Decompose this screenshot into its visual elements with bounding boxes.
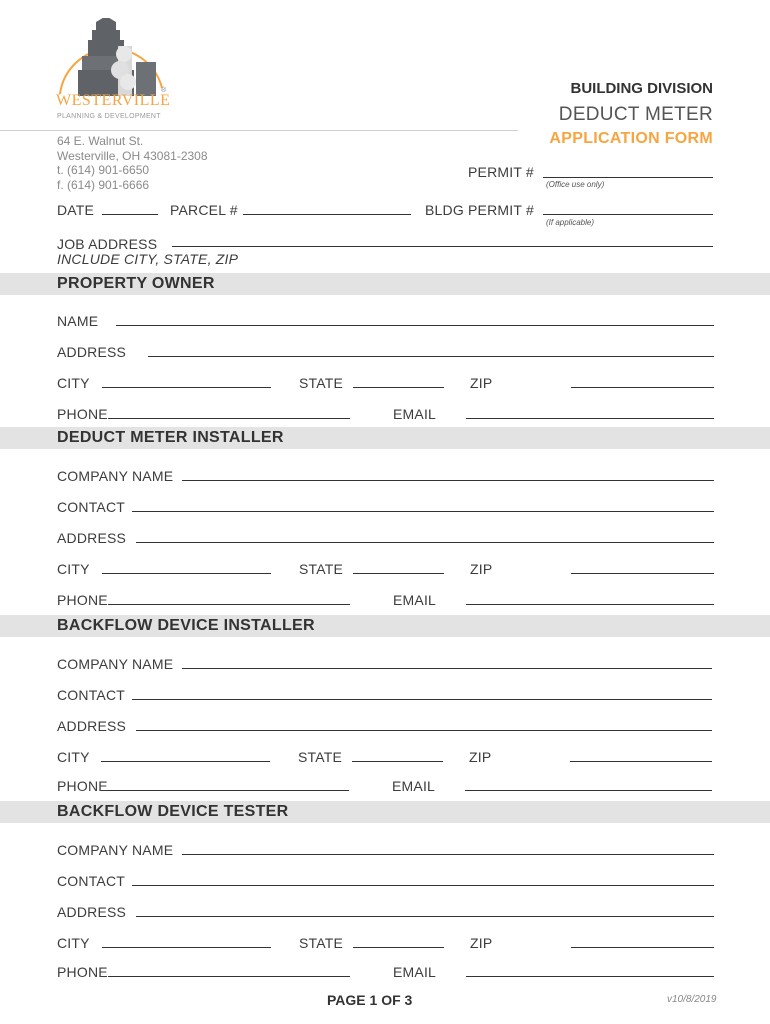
bft-address-input[interactable] xyxy=(136,916,714,917)
job-address-label: JOB ADDRESS xyxy=(57,236,158,252)
bldg-permit-label: BLDG PERMIT # xyxy=(425,202,534,218)
bfi-city-label: CITY xyxy=(57,749,90,765)
meter-zip-label: ZIP xyxy=(470,561,493,577)
logo-tagline: PLANNING & DEVELOPMENT xyxy=(57,113,161,120)
contact-fax: f. (614) 901-6666 xyxy=(57,177,150,192)
bft-phone-input[interactable] xyxy=(108,976,350,977)
bfi-contact-input[interactable] xyxy=(132,699,712,700)
owner-name-label: NAME xyxy=(57,313,99,329)
logo-brand: WESTERVILLE xyxy=(56,92,171,109)
owner-name-input[interactable] xyxy=(116,325,714,326)
meter-contact-label: CONTACT xyxy=(57,499,126,515)
meter-phone-input[interactable] xyxy=(108,604,350,605)
meter-city-label: CITY xyxy=(57,561,90,577)
bfi-contact-label: CONTACT xyxy=(57,687,126,703)
bfi-state-label: STATE xyxy=(298,749,343,765)
bfi-zip-input[interactable] xyxy=(570,761,712,762)
form-title: DEDUCT METER xyxy=(558,104,713,125)
bfi-email-label: EMAIL xyxy=(392,778,436,794)
contact-block xyxy=(57,134,208,192)
bft-company-label: COMPANY NAME xyxy=(57,842,174,858)
bft-address-label: ADDRESS xyxy=(57,904,127,920)
bfi-address-label: ADDRESS xyxy=(57,718,127,734)
bfi-zip-label: ZIP xyxy=(469,749,492,765)
bft-zip-input[interactable] xyxy=(571,947,714,948)
bft-contact-label: CONTACT xyxy=(57,873,126,889)
bft-city-input[interactable] xyxy=(102,947,271,948)
permit-label: PERMIT # xyxy=(468,164,534,180)
meter-company-label: COMPANY NAME xyxy=(57,468,174,484)
bldg-permit-input[interactable] xyxy=(543,214,713,215)
page-number: PAGE 1 OF 3 xyxy=(327,992,413,1008)
header-divider xyxy=(0,130,518,131)
division-title: BUILDING DIVISION xyxy=(570,80,713,97)
section-backflow-installer: BACKFLOW DEVICE INSTALLER xyxy=(0,615,770,637)
bfi-state-input[interactable] xyxy=(352,761,443,762)
meter-email-input[interactable] xyxy=(466,604,714,605)
bft-phone-label: PHONE xyxy=(57,964,108,980)
owner-state-label: STATE xyxy=(299,375,344,391)
meter-phone-label: PHONE xyxy=(57,592,108,608)
contact-city: Westerville, OH 43081-2308 xyxy=(57,148,208,163)
date-input[interactable] xyxy=(102,214,158,215)
bft-email-input[interactable] xyxy=(466,976,714,977)
meter-state-label: STATE xyxy=(299,561,344,577)
bft-state-label: STATE xyxy=(299,935,344,951)
bft-zip-label: ZIP xyxy=(470,935,493,951)
owner-email-input[interactable] xyxy=(466,418,714,419)
bfi-company-label: COMPANY NAME xyxy=(57,656,174,672)
parcel-label: PARCEL # xyxy=(170,202,238,218)
meter-contact-input[interactable] xyxy=(132,511,714,512)
permit-note: (Office use only) xyxy=(546,180,605,189)
bfi-company-input[interactable] xyxy=(182,668,712,669)
bft-company-input[interactable] xyxy=(182,854,714,855)
form-subtitle: APPLICATION FORM xyxy=(549,130,713,147)
owner-state-input[interactable] xyxy=(353,387,444,388)
parcel-input[interactable] xyxy=(243,214,411,215)
owner-address-input[interactable] xyxy=(148,356,714,357)
section-property-owner: PROPERTY OWNER xyxy=(0,273,770,295)
bfi-city-input[interactable] xyxy=(101,761,270,762)
bldg-permit-note: (If applicable) xyxy=(546,218,595,227)
bfi-phone-input[interactable] xyxy=(107,790,349,791)
meter-company-input[interactable] xyxy=(182,480,714,481)
owner-city-label: CITY xyxy=(57,375,90,391)
contact-street: 64 E. Walnut St. xyxy=(57,134,144,148)
permit-input[interactable] xyxy=(543,177,713,178)
owner-phone-label: PHONE xyxy=(57,406,108,422)
owner-city-input[interactable] xyxy=(102,387,271,388)
bfi-phone-label: PHONE xyxy=(57,778,108,794)
owner-address-label: ADDRESS xyxy=(57,344,127,360)
version-label: v10/8/2019 xyxy=(667,994,717,1005)
job-address-note: INCLUDE CITY, STATE, ZIP xyxy=(57,251,239,267)
owner-zip-label: ZIP xyxy=(470,375,493,391)
meter-zip-input[interactable] xyxy=(571,573,714,574)
meter-email-label: EMAIL xyxy=(393,592,437,608)
section-backflow-tester: BACKFLOW DEVICE TESTER xyxy=(0,801,770,823)
meter-state-input[interactable] xyxy=(353,573,444,574)
section-deduct-meter-installer: DEDUCT METER INSTALLER xyxy=(0,427,770,449)
owner-email-label: EMAIL xyxy=(393,406,437,422)
bfi-address-input[interactable] xyxy=(136,730,712,731)
bft-contact-input[interactable] xyxy=(132,885,714,886)
meter-address-label: ADDRESS xyxy=(57,530,127,546)
meter-address-input[interactable] xyxy=(136,542,714,543)
logo-mark: ® xyxy=(161,87,167,94)
bfi-email-input[interactable] xyxy=(465,790,712,791)
meter-city-input[interactable] xyxy=(102,573,271,574)
date-label: DATE xyxy=(57,202,95,218)
bft-email-label: EMAIL xyxy=(393,964,437,980)
contact-phone: t. (614) 901-6650 xyxy=(57,163,150,177)
job-address-input[interactable] xyxy=(172,246,713,247)
bft-state-input[interactable] xyxy=(353,947,444,948)
bft-city-label: CITY xyxy=(57,935,90,951)
owner-phone-input[interactable] xyxy=(108,418,350,419)
owner-zip-input[interactable] xyxy=(571,387,714,388)
